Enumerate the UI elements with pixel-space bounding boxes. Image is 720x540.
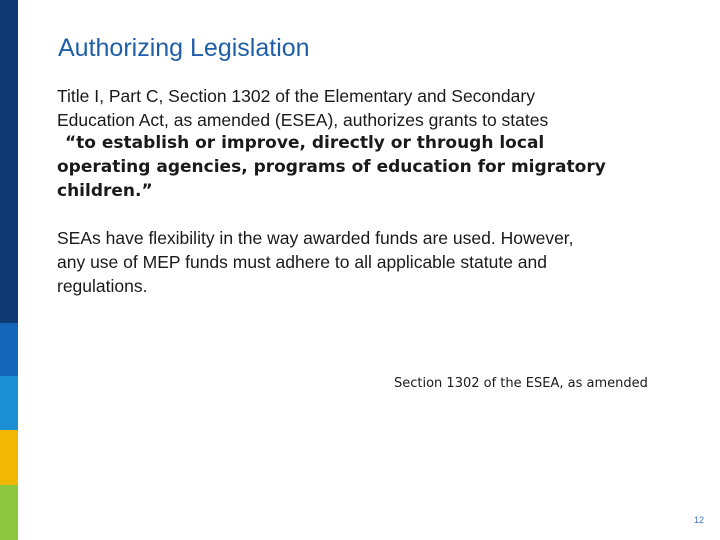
quote-line: “to establish or improve, directly or through local [65, 133, 545, 153]
intro-line: Education Act, as amended (ESEA), authorizes grants to states [57, 109, 549, 130]
slide-title: Authorizing Legislation [58, 34, 310, 62]
body-line: regulations. [57, 276, 148, 296]
page-number: 12 [693, 515, 704, 525]
accent-bar [0, 0, 18, 540]
accent-bar-segment-yellow [0, 430, 18, 485]
body-line: SEAs have flexibility in the way awarded funds are used. However, [57, 228, 574, 248]
citation: Section 1302 of the ESEA, as amended [394, 376, 648, 391]
accent-bar-segment-green [0, 485, 18, 540]
body-line: any use of MEP funds must adhere to all applicable statute and [57, 252, 547, 272]
intro-line: Title I, Part C, Section 1302 of the Elementary and Secondary [57, 86, 535, 106]
quote-line: children.” [57, 181, 153, 201]
intro-paragraph [57, 85, 657, 132]
accent-bar-segment-blue [0, 323, 18, 376]
accent-bar-segment-light-blue [0, 376, 18, 430]
accent-bar-segment-navy [0, 0, 18, 323]
quote-line: operating agencies, programs of education for migratory [57, 157, 606, 177]
body-paragraph [57, 226, 677, 298]
legislation-quote [57, 131, 677, 203]
